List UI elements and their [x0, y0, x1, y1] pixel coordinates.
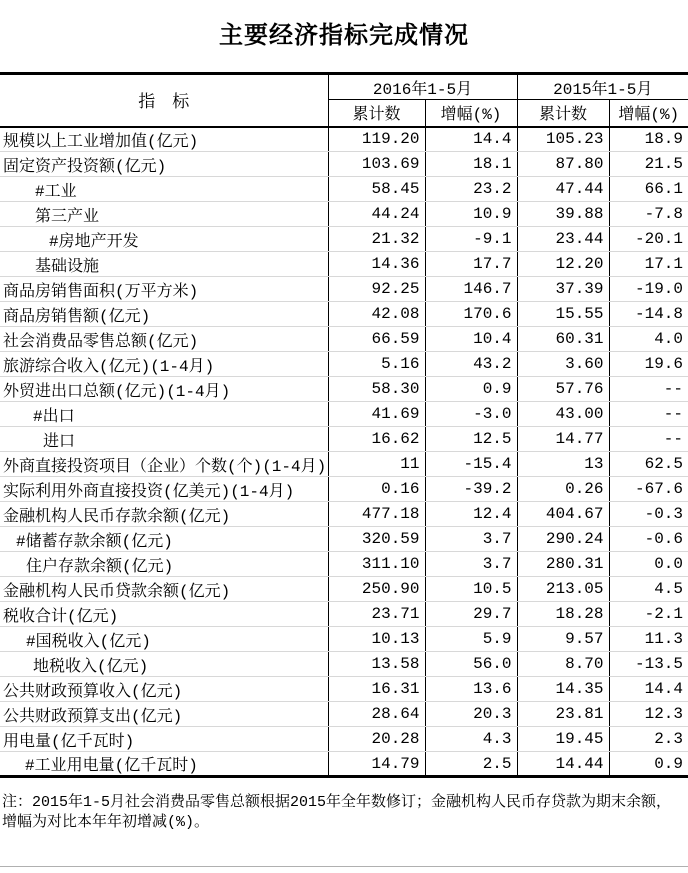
indicator-label-cell: #房地产开发	[0, 227, 328, 252]
indicator-label-cell: 规模以上工业增加值(亿元)	[0, 127, 328, 152]
growth-2016-cell: 2.5	[425, 752, 517, 777]
cumulative-2015-cell: 3.60	[517, 352, 609, 377]
cumulative-2015-cell: 57.76	[517, 377, 609, 402]
subheader-growth-2015: 增幅(%)	[609, 100, 688, 127]
footnote: 注：2015年1-5月社会消费品零售总额根据2015年全年数修订；金融机构人民币存贷款为期末余额，增幅为对比本年年初增减(%)。	[2, 794, 672, 831]
indicator-label-cell: 住户存款余额(亿元)	[0, 552, 328, 577]
indicator-label-cell: #储蓄存款余额(亿元)	[0, 527, 328, 552]
cumulative-2016-cell: 119.20	[328, 127, 425, 152]
cumulative-2015-cell: 60.31	[517, 327, 609, 352]
cumulative-2015-cell: 14.44	[517, 752, 609, 777]
growth-2016-cell: 56.0	[425, 652, 517, 677]
table-row	[0, 177, 688, 202]
cumulative-2016-cell: 23.71	[328, 602, 425, 627]
growth-2015-cell: 4.0	[609, 327, 688, 352]
indicator-label-cell: 商品房销售面积(万平方米)	[0, 277, 328, 302]
indicator-label-cell: 商品房销售额(亿元)	[0, 302, 328, 327]
cumulative-2015-cell: 9.57	[517, 627, 609, 652]
growth-2015-cell: 19.6	[609, 352, 688, 377]
table-row	[0, 602, 688, 627]
cumulative-2015-cell: 0.26	[517, 477, 609, 502]
indicators-table	[0, 72, 688, 778]
table-row	[0, 702, 688, 727]
cumulative-2016-cell: 41.69	[328, 402, 425, 427]
cumulative-2016-cell: 14.36	[328, 252, 425, 277]
growth-2016-cell: 5.9	[425, 627, 517, 652]
table-row	[0, 452, 688, 477]
cumulative-2016-cell: 28.64	[328, 702, 425, 727]
cumulative-2016-cell: 103.69	[328, 152, 425, 177]
cumulative-2016-cell: 250.90	[328, 577, 425, 602]
growth-2016-cell: 14.4	[425, 127, 517, 152]
growth-2015-cell: -0.3	[609, 502, 688, 527]
growth-2015-cell: -13.5	[609, 652, 688, 677]
growth-2015-cell: -19.0	[609, 277, 688, 302]
table-row	[0, 352, 688, 377]
subheader-growth-2016: 增幅(%)	[425, 100, 517, 127]
cumulative-2015-cell: 213.05	[517, 577, 609, 602]
table-row	[0, 277, 688, 302]
cumulative-2016-cell: 44.24	[328, 202, 425, 227]
indicator-label-cell: 公共财政预算收入(亿元)	[0, 677, 328, 702]
indicator-label-cell: #出口	[0, 402, 328, 427]
growth-2015-cell: 4.5	[609, 577, 688, 602]
growth-2015-cell: -14.8	[609, 302, 688, 327]
cumulative-2015-cell: 19.45	[517, 727, 609, 752]
cumulative-2015-cell: 12.20	[517, 252, 609, 277]
table-row	[0, 127, 688, 152]
growth-2016-cell: -15.4	[425, 452, 517, 477]
cumulative-2016-cell: 42.08	[328, 302, 425, 327]
cumulative-2016-cell: 11	[328, 452, 425, 477]
growth-2016-cell: 13.6	[425, 677, 517, 702]
indicator-label-cell: 社会消费品零售总额(亿元)	[0, 327, 328, 352]
cumulative-2015-cell: 87.80	[517, 152, 609, 177]
growth-2016-cell: -39.2	[425, 477, 517, 502]
growth-2015-cell: -7.8	[609, 202, 688, 227]
growth-2016-cell: 17.7	[425, 252, 517, 277]
cumulative-2015-cell: 18.28	[517, 602, 609, 627]
table-row	[0, 402, 688, 427]
growth-2016-cell: 18.1	[425, 152, 517, 177]
growth-2015-cell: -20.1	[609, 227, 688, 252]
growth-2016-cell: 3.7	[425, 552, 517, 577]
table-row	[0, 552, 688, 577]
table-row	[0, 377, 688, 402]
indicator-label-cell: 外商直接投资项目（企业）个数(个)(1-4月)	[0, 452, 328, 477]
subheader-cumulative-2015: 累计数	[517, 100, 609, 127]
growth-2016-cell: 10.4	[425, 327, 517, 352]
indicator-label-cell: 公共财政预算支出(亿元)	[0, 702, 328, 727]
growth-2016-cell: 12.4	[425, 502, 517, 527]
indicator-label-cell: 用电量(亿千瓦时)	[0, 727, 328, 752]
cumulative-2015-cell: 290.24	[517, 527, 609, 552]
cumulative-2016-cell: 14.79	[328, 752, 425, 777]
indicator-label-cell: 旅游综合收入(亿元)(1-4月)	[0, 352, 328, 377]
growth-2016-cell: 0.9	[425, 377, 517, 402]
indicator-label-cell: 金融机构人民币存款余额(亿元)	[0, 502, 328, 527]
indicator-label-cell: #工业	[0, 177, 328, 202]
indicator-label-cell: #国税收入(亿元)	[0, 627, 328, 652]
growth-2015-cell: 0.0	[609, 552, 688, 577]
growth-2015-cell: 17.1	[609, 252, 688, 277]
growth-2015-cell: 12.3	[609, 702, 688, 727]
growth-2015-cell: 11.3	[609, 627, 688, 652]
indicator-label-cell: 税收合计(亿元)	[0, 602, 328, 627]
growth-2016-cell: 3.7	[425, 527, 517, 552]
cumulative-2015-cell: 23.44	[517, 227, 609, 252]
indicator-label-cell: 进口	[0, 427, 328, 452]
table-row	[0, 527, 688, 552]
cumulative-2016-cell: 0.16	[328, 477, 425, 502]
growth-2016-cell: -9.1	[425, 227, 517, 252]
cumulative-2016-cell: 58.30	[328, 377, 425, 402]
cumulative-2015-cell: 23.81	[517, 702, 609, 727]
growth-2016-cell: 43.2	[425, 352, 517, 377]
growth-2016-cell: 4.3	[425, 727, 517, 752]
cumulative-2015-cell: 43.00	[517, 402, 609, 427]
growth-2016-cell: 10.9	[425, 202, 517, 227]
growth-2015-cell: 21.5	[609, 152, 688, 177]
cumulative-2016-cell: 10.13	[328, 627, 425, 652]
table-row	[0, 227, 688, 252]
growth-2015-cell: -2.1	[609, 602, 688, 627]
table-row	[0, 577, 688, 602]
table-row	[0, 302, 688, 327]
indicator-label-cell: 金融机构人民币贷款余额(亿元)	[0, 577, 328, 602]
indicator-label-cell: 基础设施	[0, 252, 328, 277]
table-row	[0, 752, 688, 777]
table-row	[0, 152, 688, 177]
growth-2015-cell: --	[609, 402, 688, 427]
cumulative-2016-cell: 58.45	[328, 177, 425, 202]
table-row	[0, 627, 688, 652]
indicator-label-cell: 第三产业	[0, 202, 328, 227]
growth-2016-cell: 23.2	[425, 177, 517, 202]
table-row	[0, 202, 688, 227]
growth-2015-cell: -0.6	[609, 527, 688, 552]
table-row	[0, 427, 688, 452]
growth-2015-cell: 18.9	[609, 127, 688, 152]
header-row-periods	[0, 74, 688, 100]
subheader-cumulative-2016: 累计数	[328, 100, 425, 127]
cumulative-2015-cell: 280.31	[517, 552, 609, 577]
indicator-label-cell: 地税收入(亿元)	[0, 652, 328, 677]
cumulative-2015-cell: 47.44	[517, 177, 609, 202]
cumulative-2015-cell: 37.39	[517, 277, 609, 302]
growth-2015-cell: 66.1	[609, 177, 688, 202]
cumulative-2015-cell: 13	[517, 452, 609, 477]
indicator-label-cell: 固定资产投资额(亿元)	[0, 152, 328, 177]
growth-2016-cell: 20.3	[425, 702, 517, 727]
indicator-label-cell: #工业用电量(亿千瓦时)	[0, 752, 328, 777]
bottom-edge-line	[0, 866, 688, 867]
table-row	[0, 327, 688, 352]
growth-2015-cell: --	[609, 427, 688, 452]
cumulative-2016-cell: 16.31	[328, 677, 425, 702]
growth-2015-cell: 2.3	[609, 727, 688, 752]
cumulative-2016-cell: 13.58	[328, 652, 425, 677]
cumulative-2015-cell: 14.35	[517, 677, 609, 702]
growth-2015-cell: -67.6	[609, 477, 688, 502]
table-body	[0, 127, 688, 777]
growth-2015-cell: 62.5	[609, 452, 688, 477]
cumulative-2016-cell: 66.59	[328, 327, 425, 352]
table-row	[0, 252, 688, 277]
growth-2016-cell: 170.6	[425, 302, 517, 327]
growth-2015-cell: 0.9	[609, 752, 688, 777]
cumulative-2015-cell: 15.55	[517, 302, 609, 327]
growth-2016-cell: 10.5	[425, 577, 517, 602]
table-row	[0, 502, 688, 527]
table-row	[0, 477, 688, 502]
period-2016-header: 2016年1-5月	[328, 74, 517, 100]
cumulative-2016-cell: 92.25	[328, 277, 425, 302]
cumulative-2015-cell: 14.77	[517, 427, 609, 452]
cumulative-2015-cell: 39.88	[517, 202, 609, 227]
cumulative-2016-cell: 477.18	[328, 502, 425, 527]
growth-2015-cell: --	[609, 377, 688, 402]
cumulative-2015-cell: 8.70	[517, 652, 609, 677]
cumulative-2016-cell: 320.59	[328, 527, 425, 552]
cumulative-2016-cell: 16.62	[328, 427, 425, 452]
growth-2016-cell: 12.5	[425, 427, 517, 452]
cumulative-2015-cell: 404.67	[517, 502, 609, 527]
page-title: 主要经济指标完成情况	[219, 24, 469, 51]
cumulative-2016-cell: 311.10	[328, 552, 425, 577]
indicator-label-cell: 外贸进出口总额(亿元)(1-4月)	[0, 377, 328, 402]
table-row	[0, 652, 688, 677]
growth-2016-cell: 29.7	[425, 602, 517, 627]
indicator-header-cell: 指 标	[0, 74, 328, 127]
cumulative-2015-cell: 105.23	[517, 127, 609, 152]
cumulative-2016-cell: 21.32	[328, 227, 425, 252]
table-row	[0, 727, 688, 752]
cumulative-2016-cell: 20.28	[328, 727, 425, 752]
table-row	[0, 677, 688, 702]
cumulative-2016-cell: 5.16	[328, 352, 425, 377]
growth-2015-cell: 14.4	[609, 677, 688, 702]
period-2015-header: 2015年1-5月	[517, 74, 688, 100]
growth-2016-cell: 146.7	[425, 277, 517, 302]
growth-2016-cell: -3.0	[425, 402, 517, 427]
indicator-label-cell: 实际利用外商直接投资(亿美元)(1-4月)	[0, 477, 328, 502]
